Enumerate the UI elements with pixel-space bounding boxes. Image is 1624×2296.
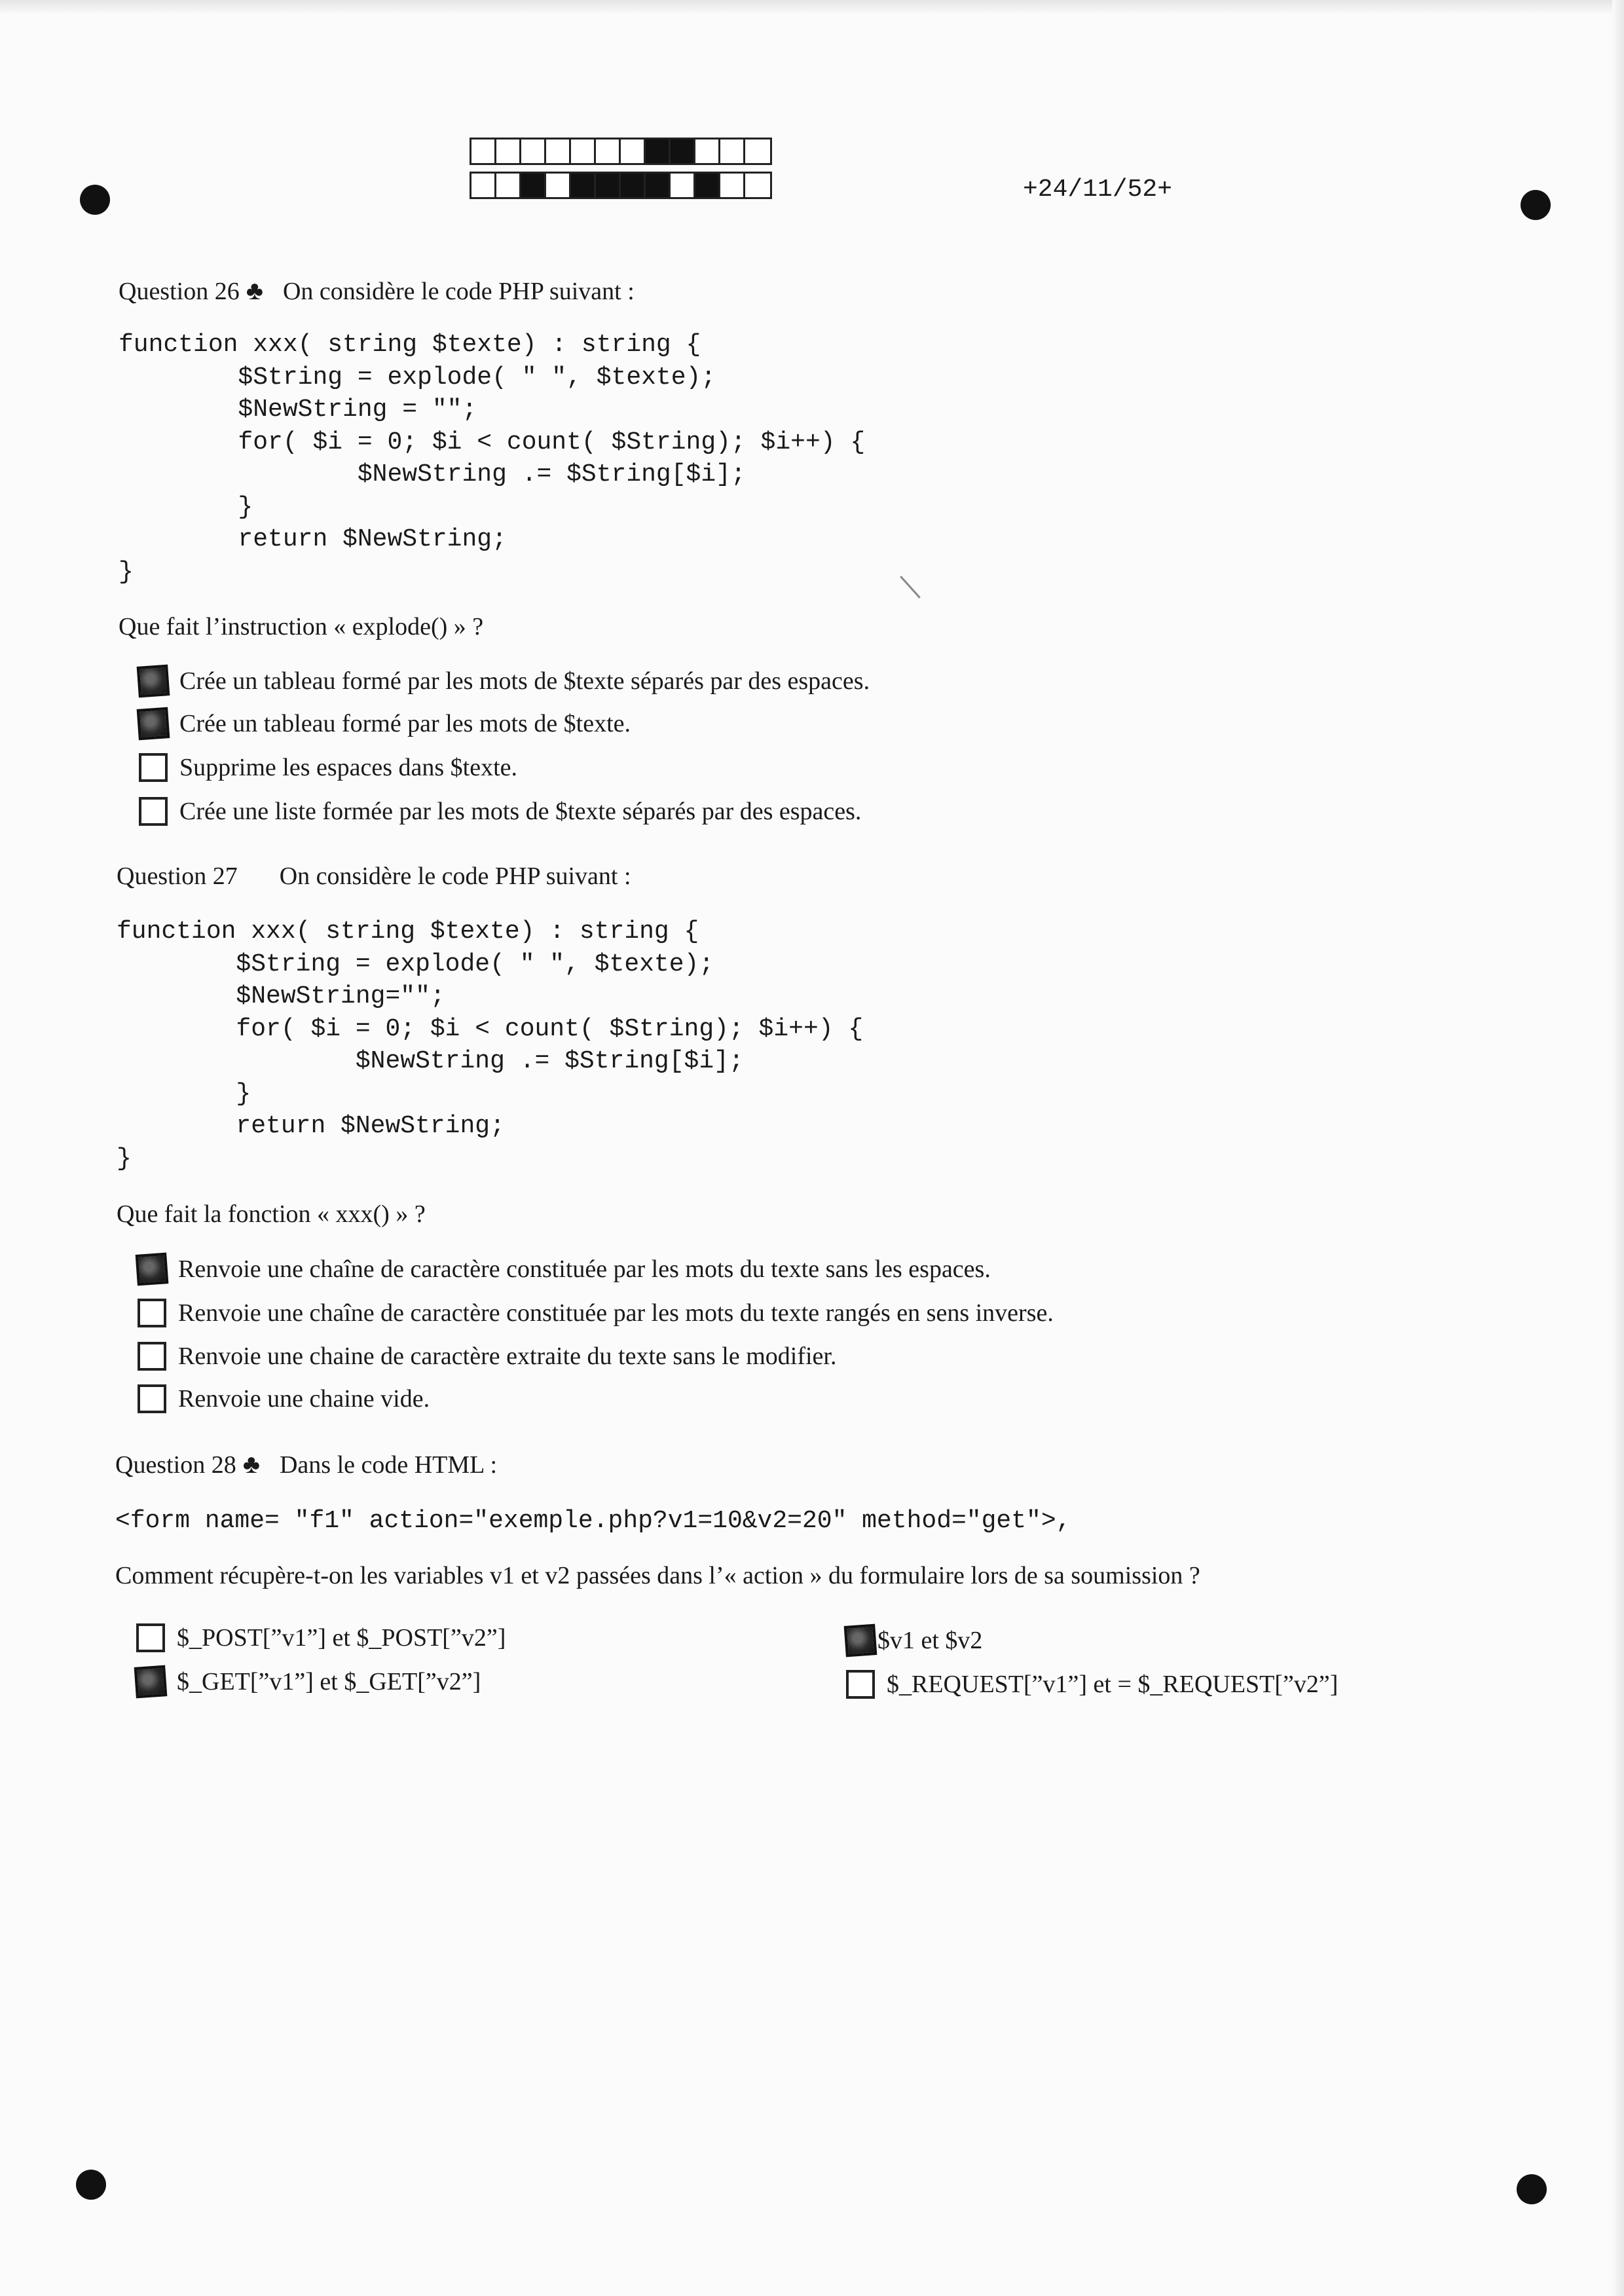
option-label: Crée une liste formée par les mots de $texte séparés par des espaces. — [179, 798, 862, 825]
answer-checkbox[interactable] — [139, 797, 168, 826]
barcode-cell — [496, 174, 521, 197]
barcode-cell — [496, 139, 521, 163]
barcode-cell — [745, 174, 770, 197]
question-intro: Dans le code HTML : — [279, 1451, 498, 1479]
code-line: for( $i = 0; $i < count( $String); $i++) { — [117, 1014, 864, 1043]
barcode-cell — [695, 174, 720, 197]
barcode-cell — [646, 174, 671, 197]
answer-checkbox[interactable] — [136, 1253, 169, 1286]
q26-option-2[interactable] — [139, 709, 631, 738]
q27-option-1[interactable] — [138, 1255, 991, 1284]
code-line: return $NewString; — [119, 525, 507, 553]
code-line: } — [117, 1144, 132, 1173]
barcode-row-2 — [470, 172, 772, 199]
q26-option-1[interactable] — [139, 667, 870, 695]
q27-option-3[interactable] — [138, 1342, 836, 1371]
q28-option-3[interactable] — [846, 1626, 982, 1655]
barcode-cell — [621, 174, 646, 197]
question-intro: On considère le code PHP suivant : — [282, 278, 635, 305]
barcode-cell — [720, 139, 745, 163]
code-line: $NewString .= $String[$i]; — [117, 1047, 744, 1075]
barcode-cell — [571, 174, 596, 197]
code-line: $NewString = ""; — [119, 396, 477, 424]
code-line: } — [117, 1079, 251, 1108]
barcode-cell — [671, 174, 695, 197]
code-block-q27 — [117, 916, 863, 1175]
option-label: Supprime les espaces dans $texte. — [179, 754, 518, 781]
pen-stroke — [900, 576, 921, 599]
barcode-cell — [745, 139, 770, 163]
page-top-shadow — [0, 0, 1624, 14]
q26-option-4[interactable] — [139, 797, 861, 826]
corner-mark-bottom-right — [1517, 2174, 1547, 2204]
answer-checkbox[interactable] — [134, 1665, 168, 1699]
barcode-cell — [521, 139, 546, 163]
answer-checkbox[interactable] — [138, 1299, 166, 1327]
question-label: Question 26 — [119, 278, 240, 305]
corner-mark-top-right — [1521, 190, 1551, 220]
option-label: Renvoie une chaine de caractère extraite du texte sans le modifier. — [178, 1342, 837, 1370]
code-line: $NewString=""; — [117, 982, 445, 1010]
option-label: $_REQUEST[”v1”] et = $_REQUEST[”v2”] — [887, 1671, 1338, 1698]
question-27-header — [117, 862, 631, 891]
barcode-cell — [471, 174, 496, 197]
option-label: Renvoie une chaîne de caractère constituée par les mots du texte sans les espaces. — [178, 1255, 991, 1283]
barcode-cell — [471, 139, 496, 163]
question-intro: On considère le code PHP suivant : — [279, 862, 631, 890]
barcode-cell — [546, 174, 571, 197]
option-label: Renvoie une chaine vide. — [178, 1385, 430, 1413]
q26-option-3[interactable] — [139, 753, 517, 782]
barcode-cell — [646, 139, 671, 163]
code-line: function xxx( string $texte) : string { — [117, 917, 699, 946]
code-line-q28: <form name= "f1" action="exemple.php?v1=10&v2=20" method="get">, — [115, 1507, 1071, 1535]
code-line: $String = explode( " ", $texte); — [119, 363, 716, 392]
q27-option-4[interactable] — [138, 1384, 430, 1413]
barcode-cell — [546, 139, 571, 163]
option-label: Crée un tableau formé par les mots de $texte séparés par des espaces. — [179, 667, 870, 695]
code-line: for( $i = 0; $i < count( $String); $i++) { — [119, 428, 866, 456]
answer-checkbox[interactable] — [138, 1384, 166, 1413]
q28-option-1[interactable] — [136, 1623, 506, 1652]
question-28-prompt: Comment récupère-t-on les variables v1 et v2 passées dans l’« action » du formulaire lors de sa soumission ? — [115, 1562, 1200, 1589]
option-label: $_GET[”v1”] et $_GET[”v2”] — [177, 1668, 481, 1695]
answer-checkbox[interactable] — [846, 1670, 875, 1699]
code-line: return $NewString; — [117, 1112, 505, 1140]
option-label: $_POST[”v1”] et $_POST[”v2”] — [177, 1624, 506, 1652]
barcode-cell — [671, 139, 695, 163]
barcode-cell — [596, 174, 621, 197]
option-label: $v1 et $v2 — [877, 1627, 983, 1654]
barcode-cell — [521, 174, 546, 197]
code-block-q26 — [119, 329, 865, 588]
barcode-row-1 — [470, 138, 772, 165]
answer-checkbox[interactable] — [139, 753, 168, 782]
code-line: } — [119, 557, 134, 586]
barcode-cell — [720, 174, 745, 197]
q28-option-2[interactable] — [136, 1667, 481, 1696]
question-28-header — [115, 1449, 497, 1479]
answer-checkbox[interactable] — [137, 707, 170, 741]
q27-option-2[interactable] — [138, 1299, 1054, 1327]
code-line: $NewString .= $String[$i]; — [119, 460, 746, 489]
barcode-cell — [571, 139, 596, 163]
barcode-cell — [596, 139, 621, 163]
code-line: function xxx( string $texte) : string { — [119, 331, 701, 359]
question-label: Question 28 — [115, 1451, 236, 1479]
corner-mark-top-left — [80, 185, 110, 215]
club-icon: ♣ — [246, 276, 263, 305]
club-icon: ♣ — [242, 1449, 260, 1479]
answer-checkbox[interactable] — [137, 665, 170, 698]
answer-checkbox[interactable] — [138, 1342, 166, 1371]
answer-checkbox[interactable] — [136, 1623, 165, 1652]
page-right-shadow — [1612, 0, 1624, 2296]
page-id: +24/11/52+ — [1023, 176, 1173, 204]
barcode-cell — [695, 139, 720, 163]
code-line: } — [119, 492, 253, 521]
option-label: Crée un tableau formé par les mots de $texte. — [179, 710, 631, 737]
question-26-prompt: Que fait l’instruction « explode() » ? — [119, 613, 484, 640]
q28-option-4[interactable] — [846, 1670, 1338, 1699]
question-26-header — [119, 275, 635, 306]
question-label: Question 27 — [117, 862, 238, 890]
option-label: Renvoie une chaîne de caractère constituée par les mots du texte rangés en sens inverse. — [178, 1299, 1054, 1327]
question-27-prompt: Que fait la fonction « xxx() » ? — [117, 1200, 426, 1228]
answer-checkbox[interactable] — [844, 1624, 877, 1657]
corner-mark-bottom-left — [76, 2170, 106, 2200]
code-line: $String = explode( " ", $texte); — [117, 950, 714, 978]
barcode-cell — [621, 139, 646, 163]
